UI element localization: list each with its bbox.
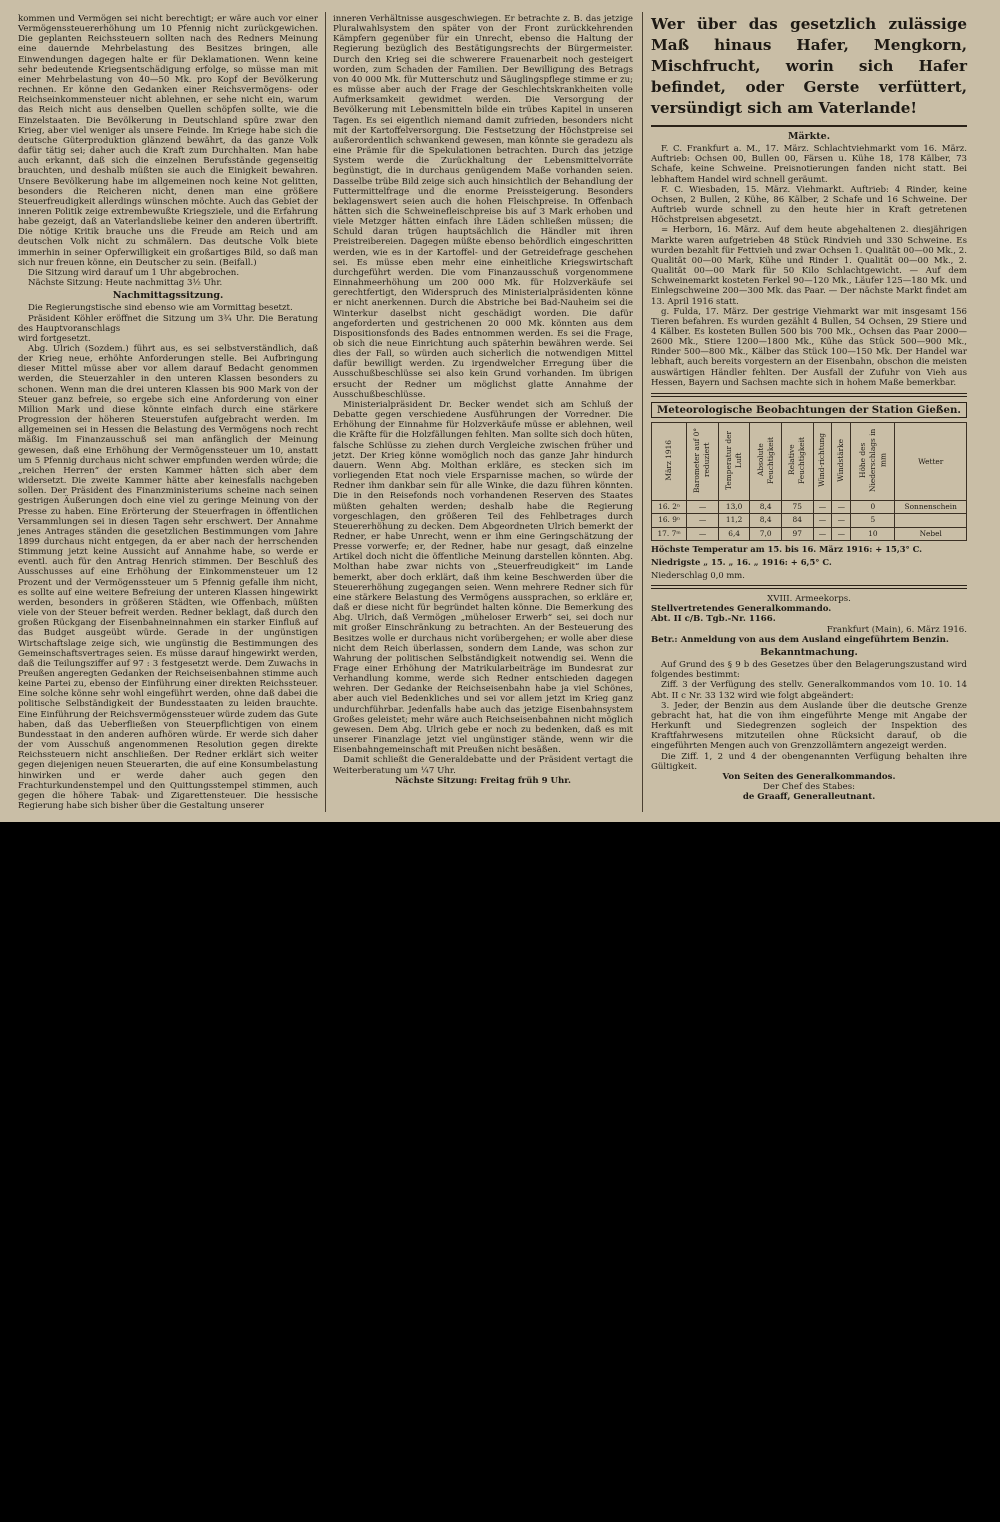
article-paragraph: kommen und Vermögen sei nicht berechtigt; er wäre auch vor einer Vermögenssteuererhöhung um 10 Pfennig nicht zurückgewichen. Die geplanten Reichssteuern sollten nach des Redners Meinung eine dauernde Mehrbelastung des Besitzes bringen, alle Einwendungen dagegen halte er für Deklamationen. Wenn keine sehr bedeutende Kriegsentschädigung erfolge, so müsse man mit einer Mehrbelastung von 40—50 Mk. pro Kopf der Bevölkerung rechnen. Er könne den Gedanken einer Reichsvermögens- oder Reichseinkommensteuer nicht ablehnen, er sehe nicht ein, warum das Reich nicht aus denselben Quellen schöpfen sollte, wie die Einzelstaaten. Die Bevölkerung in Deutschland spüre zwar den Krieg, aber viel weniger als unsere Feinde. Im Kriege habe sich die deutsche Güterproduktion glänzend bewährt, da das ganze Volk dafür tätig sei; daher auch die Kraft zum Durchhalten. Man habe auch erkannt, daß sich die einzelnen Berufsstände gegenseitig brauchten, und deshalb müßten sie auch die Einigkeit bewahren. Unsere Bevölkerung habe im allgemeinen noch keine Not gelitten, besonders die Reicheren nicht, denen man eine größere Steuerfreudigkeit allerdings wünschen möchte. Auch das Gebiet der inneren Politik zeige extrembewußte Kriegsziele, und die Erfahrung habe gezeigt, daß an Vaterlandsliebe keiner den anderen übertrifft. Die nötige Kritik brauche uns die Freude am Reich und am deutschen Volk nicht zu schmälern. Das deutsche Volk biete immerhin in seiner Opferwilligkeit ein großartiges Bild, so daß man sich nur freuen könne, ein Deutscher zu sein. (Beifall.) (18, 14, 318, 268)
table-cell: — (832, 527, 851, 540)
army-corps: XVIII. Armeekorps. (767, 594, 851, 605)
table-cell: 84 (781, 514, 813, 527)
table-cell: 16. 9ⁿ (652, 514, 687, 527)
table-cell: 97 (781, 527, 813, 540)
article-paragraph: Die Regierungstische sind ebenso wie am Vormittag besetzt. (28, 303, 293, 314)
table-cell: — (813, 514, 832, 527)
table-cell: — (832, 501, 851, 514)
article-paragraph: Präsident Köhler eröffnet die Sitzung um 3¾ Uhr. Die Beratung des Hauptvoranschlags (18, 313, 318, 334)
market-report: g. Fulda, 17. März. Der gestrige Viehmarkt war mit insgesamt 156 Tieren befahren. Es wurden gezählt 4 Bullen, 54 Ochsen, 29 Stiere und 4 Kälber. Es kosteten Bullen 500 bis 700 Mk., Ochsen das Paar 2000—2600 Mk., Stiere 1200—1800 Mk., Kühe das Stück 500—900 Mk., Rinder 500—800 Mk., Kälber das Stück 100—150 Mk. Der Handel war lebhaft, auch bereits vorgestern an der Eisenbahn, obschon die meisten auswärtigen Händler fehlten. Der Ausfall der Zufuhr von Vieh aus Hessen, Bayern und Sachsen machte sich in hohem Maße bemerkbar. (651, 306, 967, 388)
table-cell: 16. 2ⁿ (652, 501, 687, 514)
column-header: Absolute Feuchtigkeit (750, 423, 782, 501)
table-cell: 0 (851, 501, 895, 514)
article-paragraph: Abg. Ulrich (Sozdem.) führt aus, es sei selbstverständlich, daß der Krieg neue, erhöhte Anforderungen stelle. Bei Aufbringung dieser Mittel müsse aber vor allem darauf Bedacht genommen werden, die Steuerzahler in den unteren Klassen besonders zu schonen. Wenn man die drei unteren Klassen bis 900 Mark von der Steuer ganz befreie, so ergebe sich eine Anforderung von einer Million Mark und diese könnte einfach durch eine stärkere Progression der höheren Steuerstufen aufgebracht werden. Im allgemeinen sei in Hessen die Belastung des Vermögens noch recht mäßig. Im Finanzausschuß sei man anfänglich der Meinung gewesen, daß eine Erhöhung der Vermögenssteuer um 10, anstatt um 5 Pfennig durchaus nicht schwer empfunden werden würde; die „reichen Herren“ der ersten Kammer hätten sich aber dem widersetzt. Die zweite Kammer hätte aber keinesfalls nachgeben sollen. Der Präsident des Finanzministeriums scheine nach seinen gestrigen Äußerungen doch eine viel zu geringe Meinung von der Presse zu haben. Eine Erörterung der Steuerfragen in öffentlichen Versammlungen sei in diesen Tagen sehr erschwert. Der Annahme jenes Antrages ständen die gesetzlichen Bestimmungen vom Jahre 1899 durchaus nicht entgegen, da er aber nach der herrschenden Stimmung jetzt keine Aussicht auf Annahme habe, so werde er eventl. auch für den Antrag Henrich stimmen. Der Beschluß des Ausschusses auf eine Erhöhung der Einkommensteuer um 12 Prozent und der Vermögenssteuer um 5 Pfennig gefalle ihm nicht, es sollte auf eine weitere Befreiung der unteren Klassen hingewirkt werden, besonders in größeren Städten, wie Offenbach, müßten viele von der Steuer befreit werden. Redner beklagt, daß durch den großen Rückgang der Eisenbahneinnahmen ein starker Einfluß auf das Budget ausgeübt würde. Gerade in der ungünstigen Wirtschaftslage zeige sich, wie ungünstig die Bestimmungen des Gemeinschaftsvertrages seien. Es müsse darauf hingewirkt werden, daß die Teilungsziffer auf 97 : 3 festgesetzt werde. Dem Zuwachs in Preußen angeregten Gedanken der Reichseisenbahnen stimme auch keine Partei zu, ebenso der Einführung einer direkten Reichssteuer. Eine solche könne sehr wohl eingeführt werden, ohne daß dabei die politische Selbständigkeit der Bundesstaaten zu leiden brauchte. Eine Einführung der Reichsvermögenssteuer würde zudem das Gute haben, daß das Ueberfließen von Steuerpflichtigen von einem Bundesstaat in den anderen aufhören würde. Er werde sich daher der vom Ausschuß angenommenen Resolution gegen direkte Reichssteuern nicht anschließen. Der Redner erklärt sich weiter gegen diejenigen neuen Steuerarten, die auf eine Konsumbelastung hinwirken und er werde daher auch gegen den Frachturkundenstempel und den Quittungsstempel stimmen, auch gegen die höhere Tabak- und Zigarettensteuer. Die hessische Regierung habe sich bisher über die Gestaltung unserer (18, 344, 318, 812)
column-header: Wetter (895, 423, 967, 501)
column-left (18, 14, 318, 811)
table-cell: 13,0 (718, 501, 750, 514)
double-rule (651, 393, 967, 397)
column-header: Windstärke (832, 423, 851, 501)
place-date: Frankfurt (Main), 6. März 1916. (826, 624, 967, 635)
table-cell: 8,4 (750, 501, 782, 514)
table-cell: — (813, 501, 832, 514)
notice-heading: Bekanntmachung. (760, 646, 858, 658)
notice-paragraph: Ziff. 3 der Verfügung des stellv. Generalkommandos vom 10. 10. 14 Abt. II c Nr. 33 132 wird wie folgt abgeändert: (651, 680, 967, 701)
market-report: = Herborn, 16. März. Auf dem heute abgehaltenen 2. diesjährigen Markte waren aufgetrieben 48 Stück Rindvieh und 330 Schweine. Es wurden bezahlt für Fettvieh und zwar Ochsen 1. Qualität 00—00 Mk., 2. Qualität 00—00 Mark, Kühe und Rinder 1. Qualität 00—00 Mk., 2. Qualität 00—00 Mark für 50 Kilo Schlachtgewicht. — Auf dem Schweinemarkt kosteten Ferkel 90—120 Mk., Läufer 125—180 Mk. und Einlegschweine 200—300 Mk. das Paar. — Der nächste Markt findet am 13. April 1916 statt. (651, 225, 967, 307)
table-row (652, 501, 967, 514)
column-header: Höhe des Niederschlags in mm (851, 423, 895, 501)
section-heading: Nachmittagssitzung. (112, 290, 224, 302)
table-row (652, 527, 967, 540)
article-paragraph: Damit schließt die Generaldebatte und der Präsident vertagt die Weiterberatung um ¼7 Uhr. (333, 755, 633, 776)
table-cell: — (813, 527, 832, 540)
article-paragraph: Ministerialpräsident Dr. Becker wendet sich am Schluß der Debatte gegen verschiedene Ausführungen der Vorredner. Die Erhöhung der Einnahme für Holzverkäufe müsse er ablehnen, weil die Kräfte für die Holzfällungen fehlten. Man sollte sich doch hüten, falsche Schlüsse zu ziehen durch Vergleiche zwischen früher und jetzt. Der Krieg könne womöglich noch das ganze Jahr hindurch dauern. Wenn Abg. Molthan erkläre, es stecken sich im vorliegenden Etat noch viele Ersparnisse machen, so würde der Redner ihm dankbar sein für alle Winke, die dazu führen könnten. Die in den Reisefonds noch vorhandenen Reserven des Staates müßten gehalten werden; deshalb habe die Regierung vorgeschlagen, den größeren Teil des Fehlbetrages durch Steuererhöhung zu decken. Dem Abgeordneten Ulrich bemerkt der Redner, er habe Unrecht, wenn er ihm eine Geringschätzung der Presse vorwerfe; er, der Redner, habe nur gesagt, daß einzelne Artikel doch nicht die öffentliche Meinung darstellen könnten. Abg. Molthan habe zwar nichts von „Steuerfreudigkeit“ im Lande bemerkt, aber doch erklärt, daß ihm keine Beschwerden über die Steuererhöhung zugegangen seien. Wenn mehrere Redner sich für eine stärkere Belastung des Vermögens aussprachen, so erkläre er, daß er diese nicht für begründet halten könne. Die Bemerkung des Abg. Ulrich, daß Vermögen „müheloser Erwerb“ sei, sei doch nur mit großer Einschränkung zu betrachten. An der Besteuerung des Besitzes wolle er durchaus nicht vorübergehen; er wolle aber diese nicht dem Reich überlassen, sondern dem Lande, was schon zur Wahrung der politischen Selbständigkeit notwendig sei. Wenn die Frage einer Erhöhung der Matrikularbeiträge im Bundesrat zur Verhandlung komme, werde sich Redner entschieden dagegen wehren. Der Gedanke der Reichseisenbahn habe ja viel Schönes, aber auch viel Bedenkliches und sei vor allem jetzt im Krieg ganz undurchführbar. Jedenfalls habe auch das jetzige Eisenbahnsystem Großes geleistet; mehr wäre auch Reichseisenbahnen nicht möglich gewesen. Dem Abg. Ulrich gebe er noch zu bedenken, daß es mit unserer Finanzlage jetzt viel ungünstiger stände, wenn wir die Eisenbahngemeinschaft mit Preußen nicht besäßen. (333, 399, 633, 756)
table-cell: — (687, 527, 719, 540)
market-report: F. C. Wiesbaden, 15. März. Viehmarkt. Auftrieb: 4 Rinder, keine Ochsen, 2 Bullen, 2 Kühe, 86 Kälber, 2 Schafe und 16 Schweine. Der Auftrieb wurde schnell zu den heute hier in Kraft getretenen Höchstpreisen abgesetzt. (651, 184, 967, 226)
table-cell: 11,2 (718, 514, 750, 527)
weather-table (651, 422, 967, 541)
notice-subject: Betr.: Anmeldung von aus dem Ausland eingeführtem Benzin. (651, 634, 949, 645)
article-paragraph: wird fortgesetzt. (18, 333, 91, 344)
notice-paragraph: Die Ziff. 1, 2 und 4 der obengenannten Verfügung behalten ihre Gültigkeit. (651, 751, 967, 772)
table-cell: 5 (851, 514, 895, 527)
next-session-note: Nächste Sitzung: Freitag früh 9 Uhr. (394, 775, 572, 786)
table-cell: 75 (781, 501, 813, 514)
column-header: Temperatur der Luft (718, 423, 750, 501)
notice-paragraph: 3. Jeder, der Benzin aus dem Auslande über die deutsche Grenze gebracht hat, hat die von ihm eingeführte Menge mit Angabe der Herkunft und Siedegrenzen sogleich der Inspektion des Kraftfahrwesens mitzuteilen ohne Rücksicht darauf, ob die eingeführten Mengen auch von Grenzzollämtern angezeigt werden. (651, 700, 967, 752)
market-report: F. C. Frankfurt a. M., 17. März. Schlachtviehmarkt vom 16. März. Auftrieb: Ochsen 00, Bullen 00, Färsen u. Kühe 18, 178 Kälber, 73 Schafe, keine Schweine. Preisnotierungen fanden nicht statt. Bei lebhaftem Handel wird schnell geräumt. (651, 144, 967, 185)
table-cell: Sonnenschein (895, 501, 967, 514)
column-divider (642, 12, 643, 812)
command-name: Stellvertretendes Generalkommando. (651, 604, 832, 615)
table-cell: 6,4 (718, 527, 750, 540)
signature-line: Der Chef des Stabes: (762, 781, 855, 792)
meteo-heading: Meteorologische Beobachtungen der Station Gießen. (651, 402, 967, 418)
markets-heading: Märkte. (788, 131, 830, 142)
column-header: Barometer auf 0° reduziert (687, 423, 719, 501)
reference-number: Abt. II c/B. Tgb.-Nr. 1166. (651, 614, 776, 625)
table-cell (895, 514, 967, 527)
table-cell: — (687, 501, 719, 514)
table-row (652, 514, 967, 527)
table-cell: 8,4 (750, 514, 782, 527)
signature-line: Von Seiten des Generalkommandos. (722, 771, 896, 782)
column-divider (325, 12, 326, 812)
table-cell: Nebel (895, 527, 967, 540)
advert-banner: Wer über das gesetzlich zulässige Maß hinaus Hafer, Mengkorn, Mischfrucht, worin sich Hafer befindet, oder Gerste verfüttert, versündigt sich am Vaterlande! (651, 14, 967, 127)
column-header: Relative Feuchtigkeit (781, 423, 813, 501)
article-paragraph: inneren Verhältnisse ausgeschwiegen. Er betrachte z. B. das jetzige Pluralwahlsystem den später von der Front zurückkehrenden Kämpfern gegenüber für ein Unrecht, ebenso die Haltung der Regierung bezüglich des Bestätigungsrechts der Bürgermeister. Durch den Krieg sei die schwerere Frauenarbeit noch gesteigert worden, zum Schaden der Familien. Der Bewilligung des Betrags von 40 000 Mk. für Mutterschutz und Säuglingspflege stimme er zu; es müsse aber auch der Frage der Geschlechtskrankheiten volle Aufmerksamkeit gewidmet werden. Die Versorgung der Bevölkerung mit Lebensmitteln bilde ein trübes Kapitel in unseren Tagen. Es sei eigentlich niemand damit zufrieden, besonders nicht mit der Kartoffelversorgung. Die Festsetzung der Höchstpreise sei außerordentlich schwankend gewesen, man könnte sie geradezu als eine Prämie für die Spekulationen betrachten. Durch das jetzige System werde die Zurückhaltung der Lebensmittelvorräte begünstigt, die in durchaus genügendem Maße vorhanden seien. Dasselbe trübe Bild zeige sich auch hinsichtlich der Behandlung der Futtermittelfrage und die enorme Preissteigerung. Besonders beklagenswert seien auch die hohen Fleischpreise. In Offenbach hätten sich die Schweinefleischpreise bis auf 3 Mark erhoben und viele Metzger hätten einfach ihre Läden schließen müssen; die Schuld daran trügen hauptsächlich die Händler mit ihren Preistreibereien. Dagegen müßte ebenso behördlich eingeschritten werden, wie es in der Kartoffel- und der Getreidefrage geschehen sei. Es müsse eben mehr eine einheitliche Kriegswirtschaft durchgeführt werden. Die vom Finanzausschuß vorgenommene Einnahmeerhöhung um 200 000 Mk. für Holzverkäufe sei gerechtfertigt, den Widerspruch des Ministerialpräsidenten könne er nicht anerkennen. Durch die Abstriche bei Bad-Nauheim sei die Winterkur daselbst nicht geschädigt worden. Die dafür angeforderten und gestrichenen 20 000 Mk. könnten aus dem Dispositionsfonds des Bades entnommen werden. Es sei die Frage, ob sich die neue Einrichtung auch späterhin bewähren werde. Sei dies der Fall, so würden auch sicherlich die notwendigen Mittel dafür bewilligt werden. Zu irgendwelcher Erregung über die Ausschußbeschlüsse sei also kein Grund vorhanden. Im übrigen ersucht der Redner um möglichst glatte Annahme der Ausschußbeschlüsse. (333, 14, 633, 400)
precipitation: Niederschlag 0,0 mm. (651, 570, 745, 580)
notice-paragraph: Auf Grund des § 9 b des Gesetzes über den Belagerungszustand wird folgendes bestimmt: (651, 660, 967, 681)
article-paragraph: Die Sitzung wird darauf um 1 Uhr abgebrochen. (28, 267, 240, 278)
table-cell: — (832, 514, 851, 527)
column-right (651, 14, 967, 802)
column-header: März 1916 (652, 423, 687, 501)
table-header-row (652, 423, 967, 501)
max-temperature: Höchste Temperatur am 15. bis 16. März 1916: + 15,3° C. (651, 543, 923, 554)
article-paragraph: Nächste Sitzung: Heute nachmittag 3½ Uhr. (28, 278, 223, 289)
table-cell: 10 (851, 527, 895, 540)
signature-name: de Graaff, Generalleutnant. (742, 792, 876, 803)
table-cell: 17. 7ᵐ (652, 527, 687, 540)
column-header: Wind-richtung (813, 423, 832, 501)
table-cell: 7,0 (750, 527, 782, 540)
min-temperature: Niedrigste „ 15. „ 16. „ 1916: + 6,5° C. (651, 556, 832, 567)
double-rule (651, 585, 967, 589)
column-middle (333, 14, 633, 786)
table-cell: — (687, 514, 719, 527)
